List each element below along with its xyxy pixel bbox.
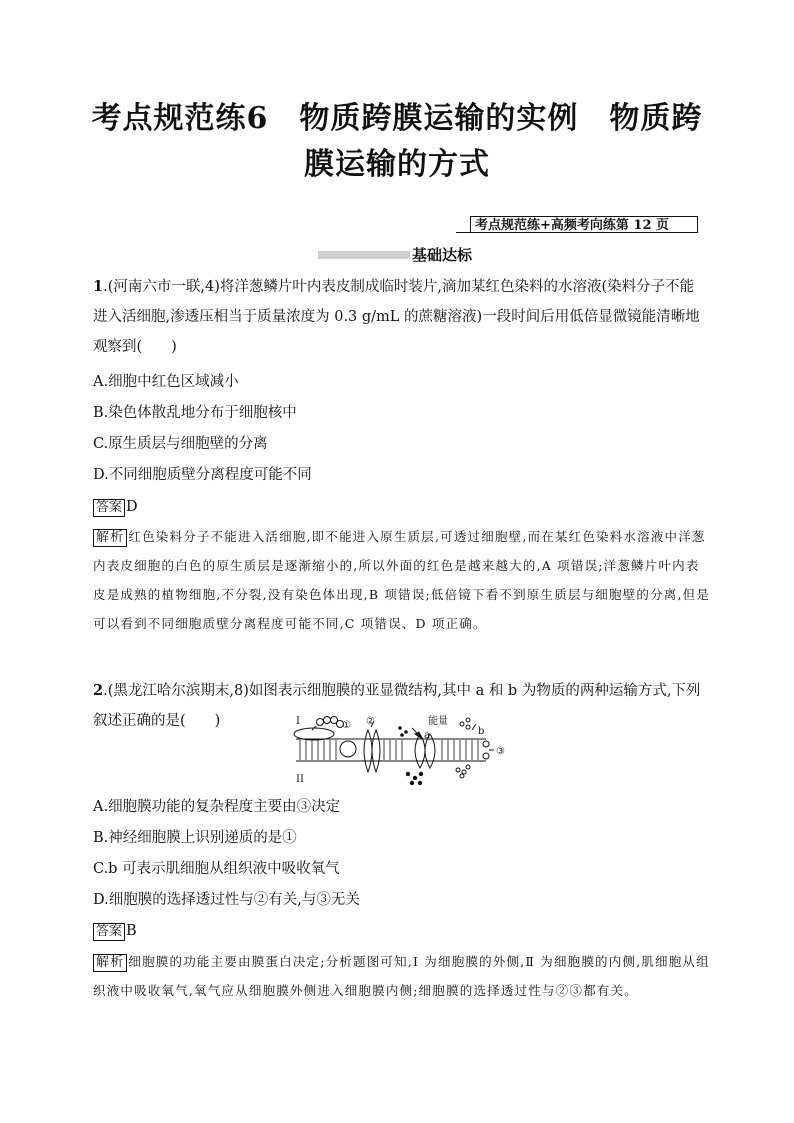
q1-explanation: [93, 522, 711, 638]
label-I: I: [296, 716, 300, 727]
explanation-tag: 解析: [93, 529, 127, 547]
answer-tag: 答案: [93, 923, 125, 941]
q1-option-d: D.不同细胞质壁分离程度可能不同: [93, 467, 312, 483]
section-bar: [318, 251, 410, 259]
label-a: a: [424, 730, 430, 741]
q2-answer: [93, 921, 137, 941]
page-title: [60, 96, 734, 188]
question-2-number: 2: [93, 682, 104, 699]
q1-option-b: B.染色体散乱地分布于细胞核中: [93, 405, 297, 421]
q2-explanation: [93, 947, 711, 1005]
title-line-1: 考点规范练6 物质跨膜运输的实例 物质跨: [91, 101, 703, 136]
q1-explanation-text: 红色染料分子不能进入活细胞,即不能进入原生质层,可透过细胞壁,而在某红色染料水溶液中洋葱内表皮细胞的白色的原生质层是逐渐缩小的,所以外面的红色是越来越大的,A 项错误;洋葱鳞片叶内表皮是成熟的植物细胞,不分裂,没有染色体出现,B 项错误;低倍镜下看不到原生质层与细胞壁的分离,但是可以看到不同细胞质壁分离程度可能不同,C 项错误、D 项正确。: [93, 529, 711, 631]
label-II: II: [296, 774, 304, 785]
q1-answer: [93, 497, 138, 517]
q1-option-c: C.原生质层与细胞壁的分离: [93, 436, 268, 452]
title-line-2: 膜运输的方式: [304, 147, 490, 182]
answer-tag: 答案: [93, 499, 125, 517]
page-reference-box: 考点规范练+高频考向练第 12 页: [470, 216, 698, 233]
reference-underline: [456, 232, 470, 233]
question-1-number: 1: [93, 278, 104, 295]
q1-option-a: A.细胞中红色区域减小: [93, 374, 239, 390]
q2-option-d: D.细胞膜的选择透过性与②有关,与③无关: [93, 892, 360, 908]
question-1-stem: [93, 272, 705, 362]
label-3: ③: [496, 746, 505, 757]
q2-explanation-text: 细胞膜的功能主要由膜蛋白决定;分析题图可知,Ⅰ 为细胞膜的外侧,Ⅱ 为细胞膜的内侧,肌细胞从组织液中吸收氧气,氧气应从细胞膜外侧进入细胞膜内侧;细胞膜的选择透过性与②③都有关。: [93, 954, 710, 998]
section-title: 基础达标: [412, 246, 473, 264]
q2-answer-value: B: [126, 923, 137, 939]
explanation-tag: 解析: [93, 954, 127, 972]
question-1-text: .(河南六市一联,4)将洋葱鳞片叶内表皮制成临时装片,滴加某红色染料的水溶液(染料分子不能进入活细胞,渗透压相当于质量浓度为 0.3 g/mL 的蔗糖溶液)一段时间后用低倍显微镜能清晰地观察到( ): [93, 279, 700, 355]
q2-option-a: A.细胞膜功能的复杂程度主要由③决定: [93, 799, 341, 815]
q1-answer-value: D: [126, 499, 138, 515]
lipid-bilayer: [296, 739, 486, 761]
cell-membrane-diagram: [290, 712, 514, 788]
label-b: b: [478, 726, 485, 737]
label-1: ①: [342, 720, 351, 731]
q2-option-c: C.b 可表示肌细胞从组织液中吸收氧气: [93, 861, 340, 877]
label-2: ②: [366, 716, 375, 727]
question-2-text: .(黑龙江哈尔滨期末,8)如图表示细胞膜的亚显微结构,其中 a 和 b 为物质的两种运输方式,下列叙述正确的是( ): [93, 683, 701, 729]
phospholipid-tail: [483, 741, 494, 759]
label-energy: 能量: [428, 716, 448, 727]
channel-protein: [364, 721, 380, 772]
q2-option-b: B.神经细胞膜上识别递质的是①: [93, 830, 297, 846]
lipid-tails: [300, 740, 478, 760]
